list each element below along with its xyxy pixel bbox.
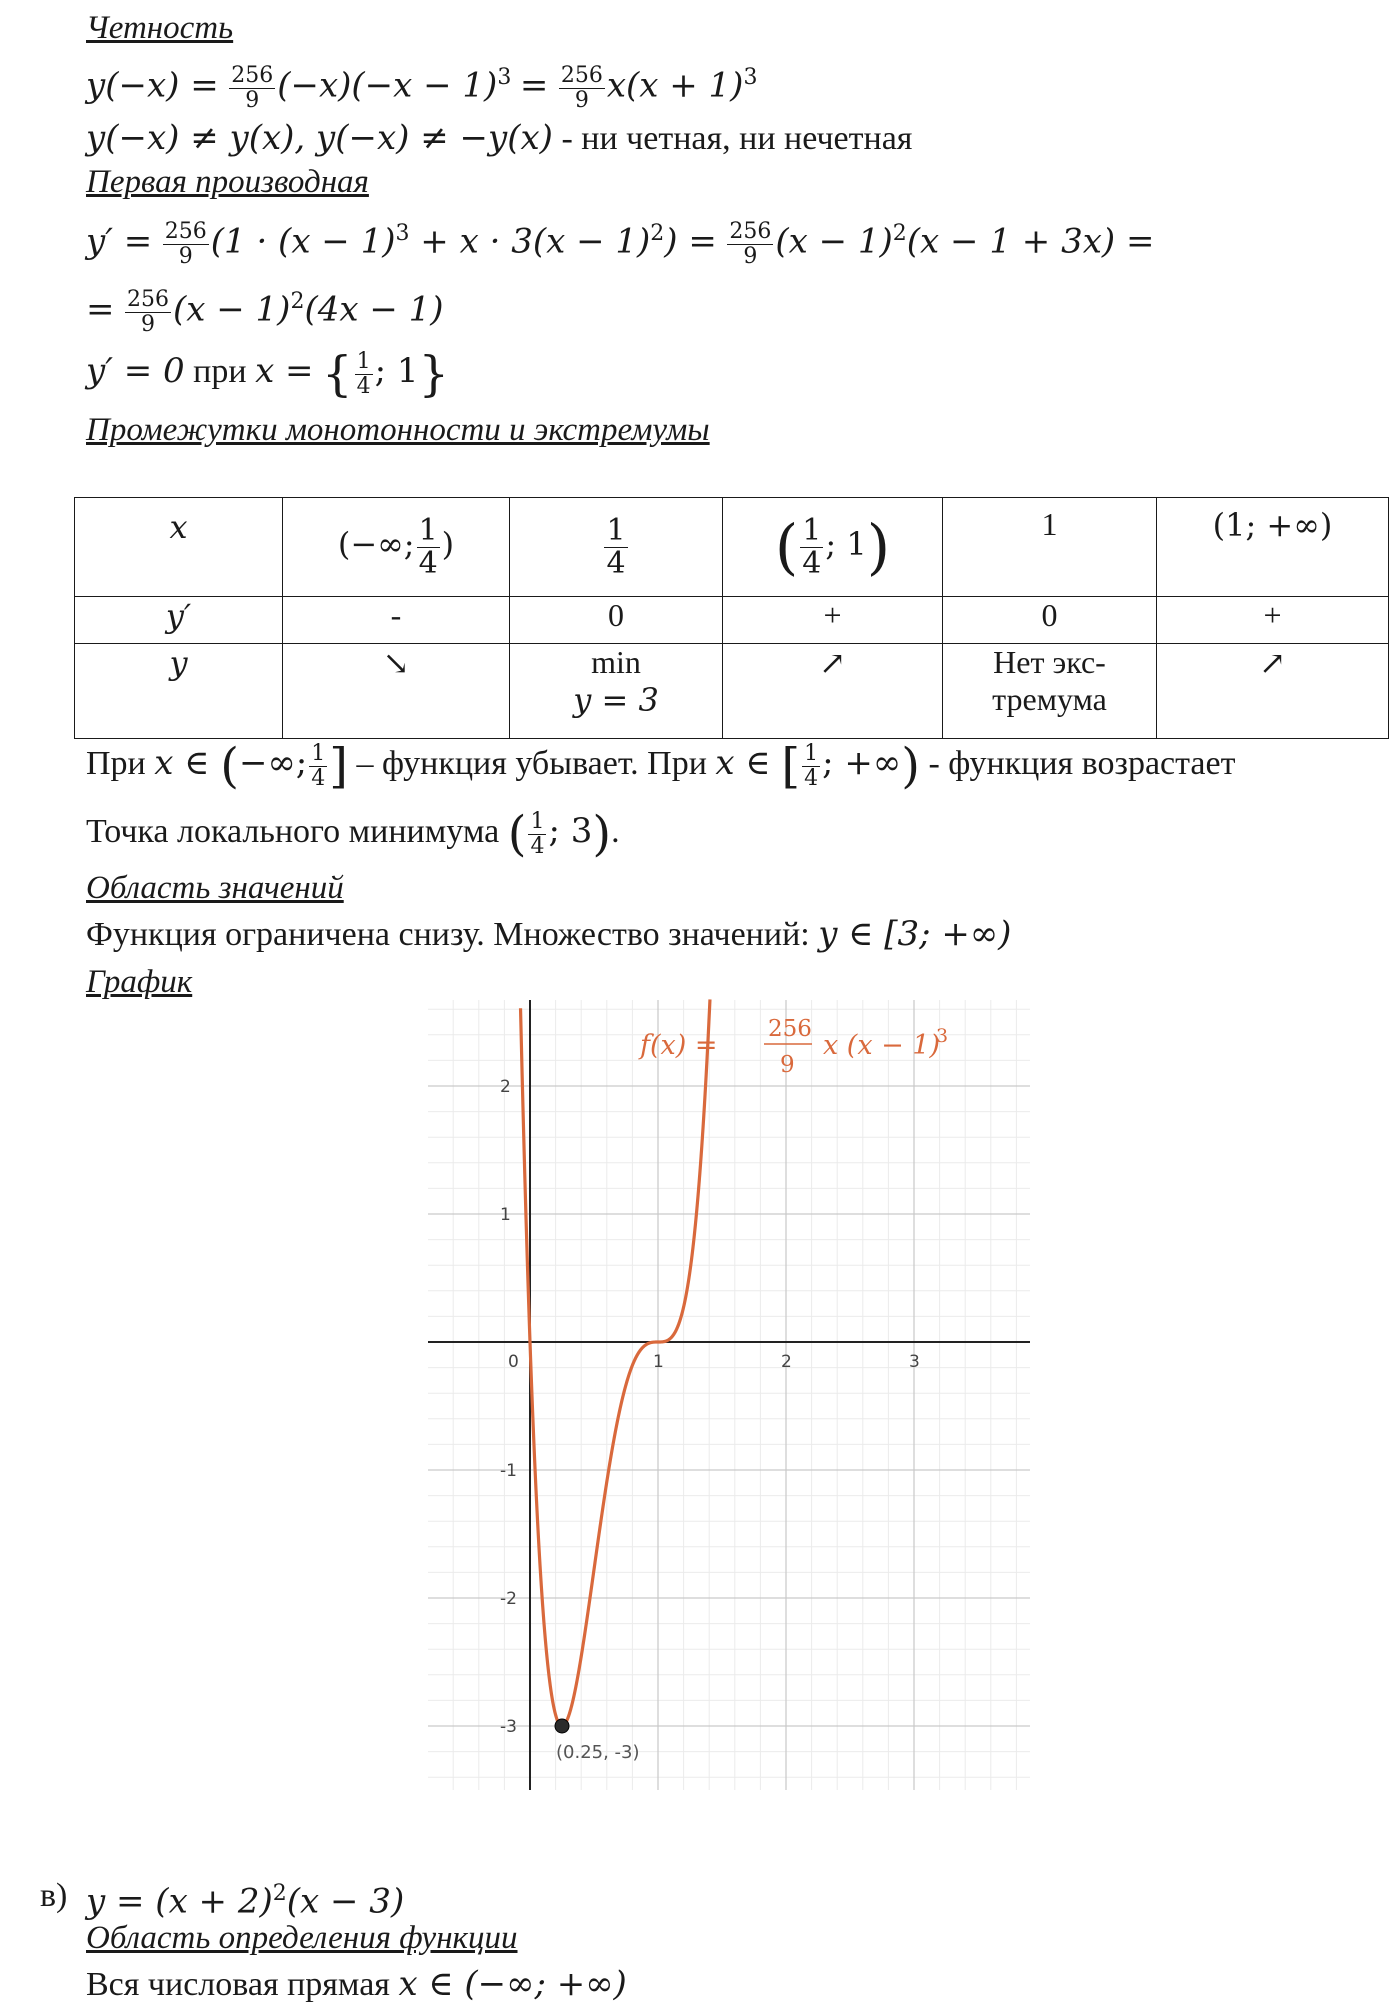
derivative-line-1: y′ = $\frac{256}{9}$ $(1 \cdot (x - 1)^3 + x \cdot 3(x - 1)^2)$ = $\frac{256}{9}$ $(x - 1)^2(x - 1 + 3x)$ =: [86, 219, 1155, 270]
table-cell: $\frac{1}{4}$: [510, 498, 723, 597]
no-extremum-label-1: Нет экс-: [993, 644, 1106, 680]
table-cell: 1: [943, 498, 1157, 597]
y-tick-label: 2: [500, 1077, 511, 1097]
table-cell: y: [75, 644, 283, 739]
part-v-formula: $y = (x + 2)^2(x - 3)$: [86, 1881, 405, 1922]
heading-monotonicity: Промежутки монотонности и экстремумы: [86, 412, 710, 448]
derivative-zeros: y′ = 0 при x = { $\frac{1}{4}$ ; 1}: [86, 346, 450, 402]
x-tick-label: 1: [653, 1352, 664, 1372]
no-extremum-label-2: тремума: [992, 681, 1107, 717]
local-minimum-point: Точка локального минимума ( $\frac{1}{4}$ ; 3).: [86, 806, 620, 862]
table-cell: 0: [943, 597, 1157, 644]
minimum-point: [555, 1719, 569, 1733]
y-tick-label: -2: [500, 1589, 517, 1609]
y-tick-label: -1: [500, 1461, 517, 1481]
svg-text:x (x − 1): x (x − 1): [823, 1030, 941, 1061]
table-cell: ( $\frac{1}{4}$ ; 1): [723, 498, 943, 597]
monotonicity-conclusion: При x ∈ (−∞; $\frac{1}{4}$ ] – функция убывает. При x ∈ [ $\frac{1}{4}$ ; +∞) - функция возрастает: [86, 738, 1236, 794]
table-cell: ↘: [283, 644, 510, 739]
range-text: Функция ограничена снизу. Множество значений: y ∈ [3; +∞): [86, 914, 1012, 954]
heading-first-derivative: Первая производная: [86, 164, 369, 200]
x-tick-label: 3: [909, 1352, 920, 1372]
min-label: min: [591, 644, 641, 680]
table-cell: (1; +∞): [1157, 498, 1389, 597]
table-cell: ↗: [1157, 644, 1389, 739]
heading-range: Область значений: [86, 870, 344, 906]
y-tick-label: 1: [500, 1205, 511, 1225]
function-formula-label: [638, 1016, 948, 1078]
derivative-line-2: = $\frac{256}{9}$ $(x - 1)^2(4x - 1)$: [86, 287, 444, 338]
table-cell: 0: [510, 597, 723, 644]
domain-text: Вся числовая прямая x ∈ (−∞; +∞): [86, 1964, 627, 2004]
heading-graph: График: [86, 964, 193, 1000]
x-tick-label: 0: [508, 1352, 519, 1372]
table-cell: +: [723, 597, 943, 644]
heading-domain: Область определения функции: [86, 1920, 518, 1956]
svg-text:3: 3: [936, 1025, 949, 1047]
part-v-marker: в): [40, 1877, 68, 1914]
table-cell: y′: [75, 597, 283, 644]
function-curve: [521, 999, 710, 1726]
table-cell: (−∞; $\frac{1}{4}$ ): [283, 498, 510, 597]
table-cell: x: [75, 498, 283, 597]
x-tick-label: 2: [781, 1352, 792, 1372]
parity-conclusion: y(−x) ≠ y(x), y(−x) ≠ −y(x) - ни четная, ни нечетная: [86, 118, 913, 158]
table-cell: +: [1157, 597, 1389, 644]
parity-formula: y(−x) = $\frac{256}{9}$ $(-x)(-x - 1)^3$ = $\frac{256}{9}$ $x(x + 1)^3$: [86, 63, 758, 114]
table-cell: ↗: [723, 644, 943, 739]
svg-text:9: 9: [780, 1052, 795, 1078]
heading-parity: Четность: [86, 10, 234, 46]
svg-text:f(x) =: f(x) =: [640, 1030, 718, 1061]
y-tick-label: -3: [500, 1717, 517, 1737]
table-cell: -: [283, 597, 510, 644]
min-value: y = 3: [573, 681, 659, 719]
svg-text:256: 256: [768, 1016, 812, 1042]
minimum-point-label: (0.25, -3): [556, 1742, 640, 1763]
